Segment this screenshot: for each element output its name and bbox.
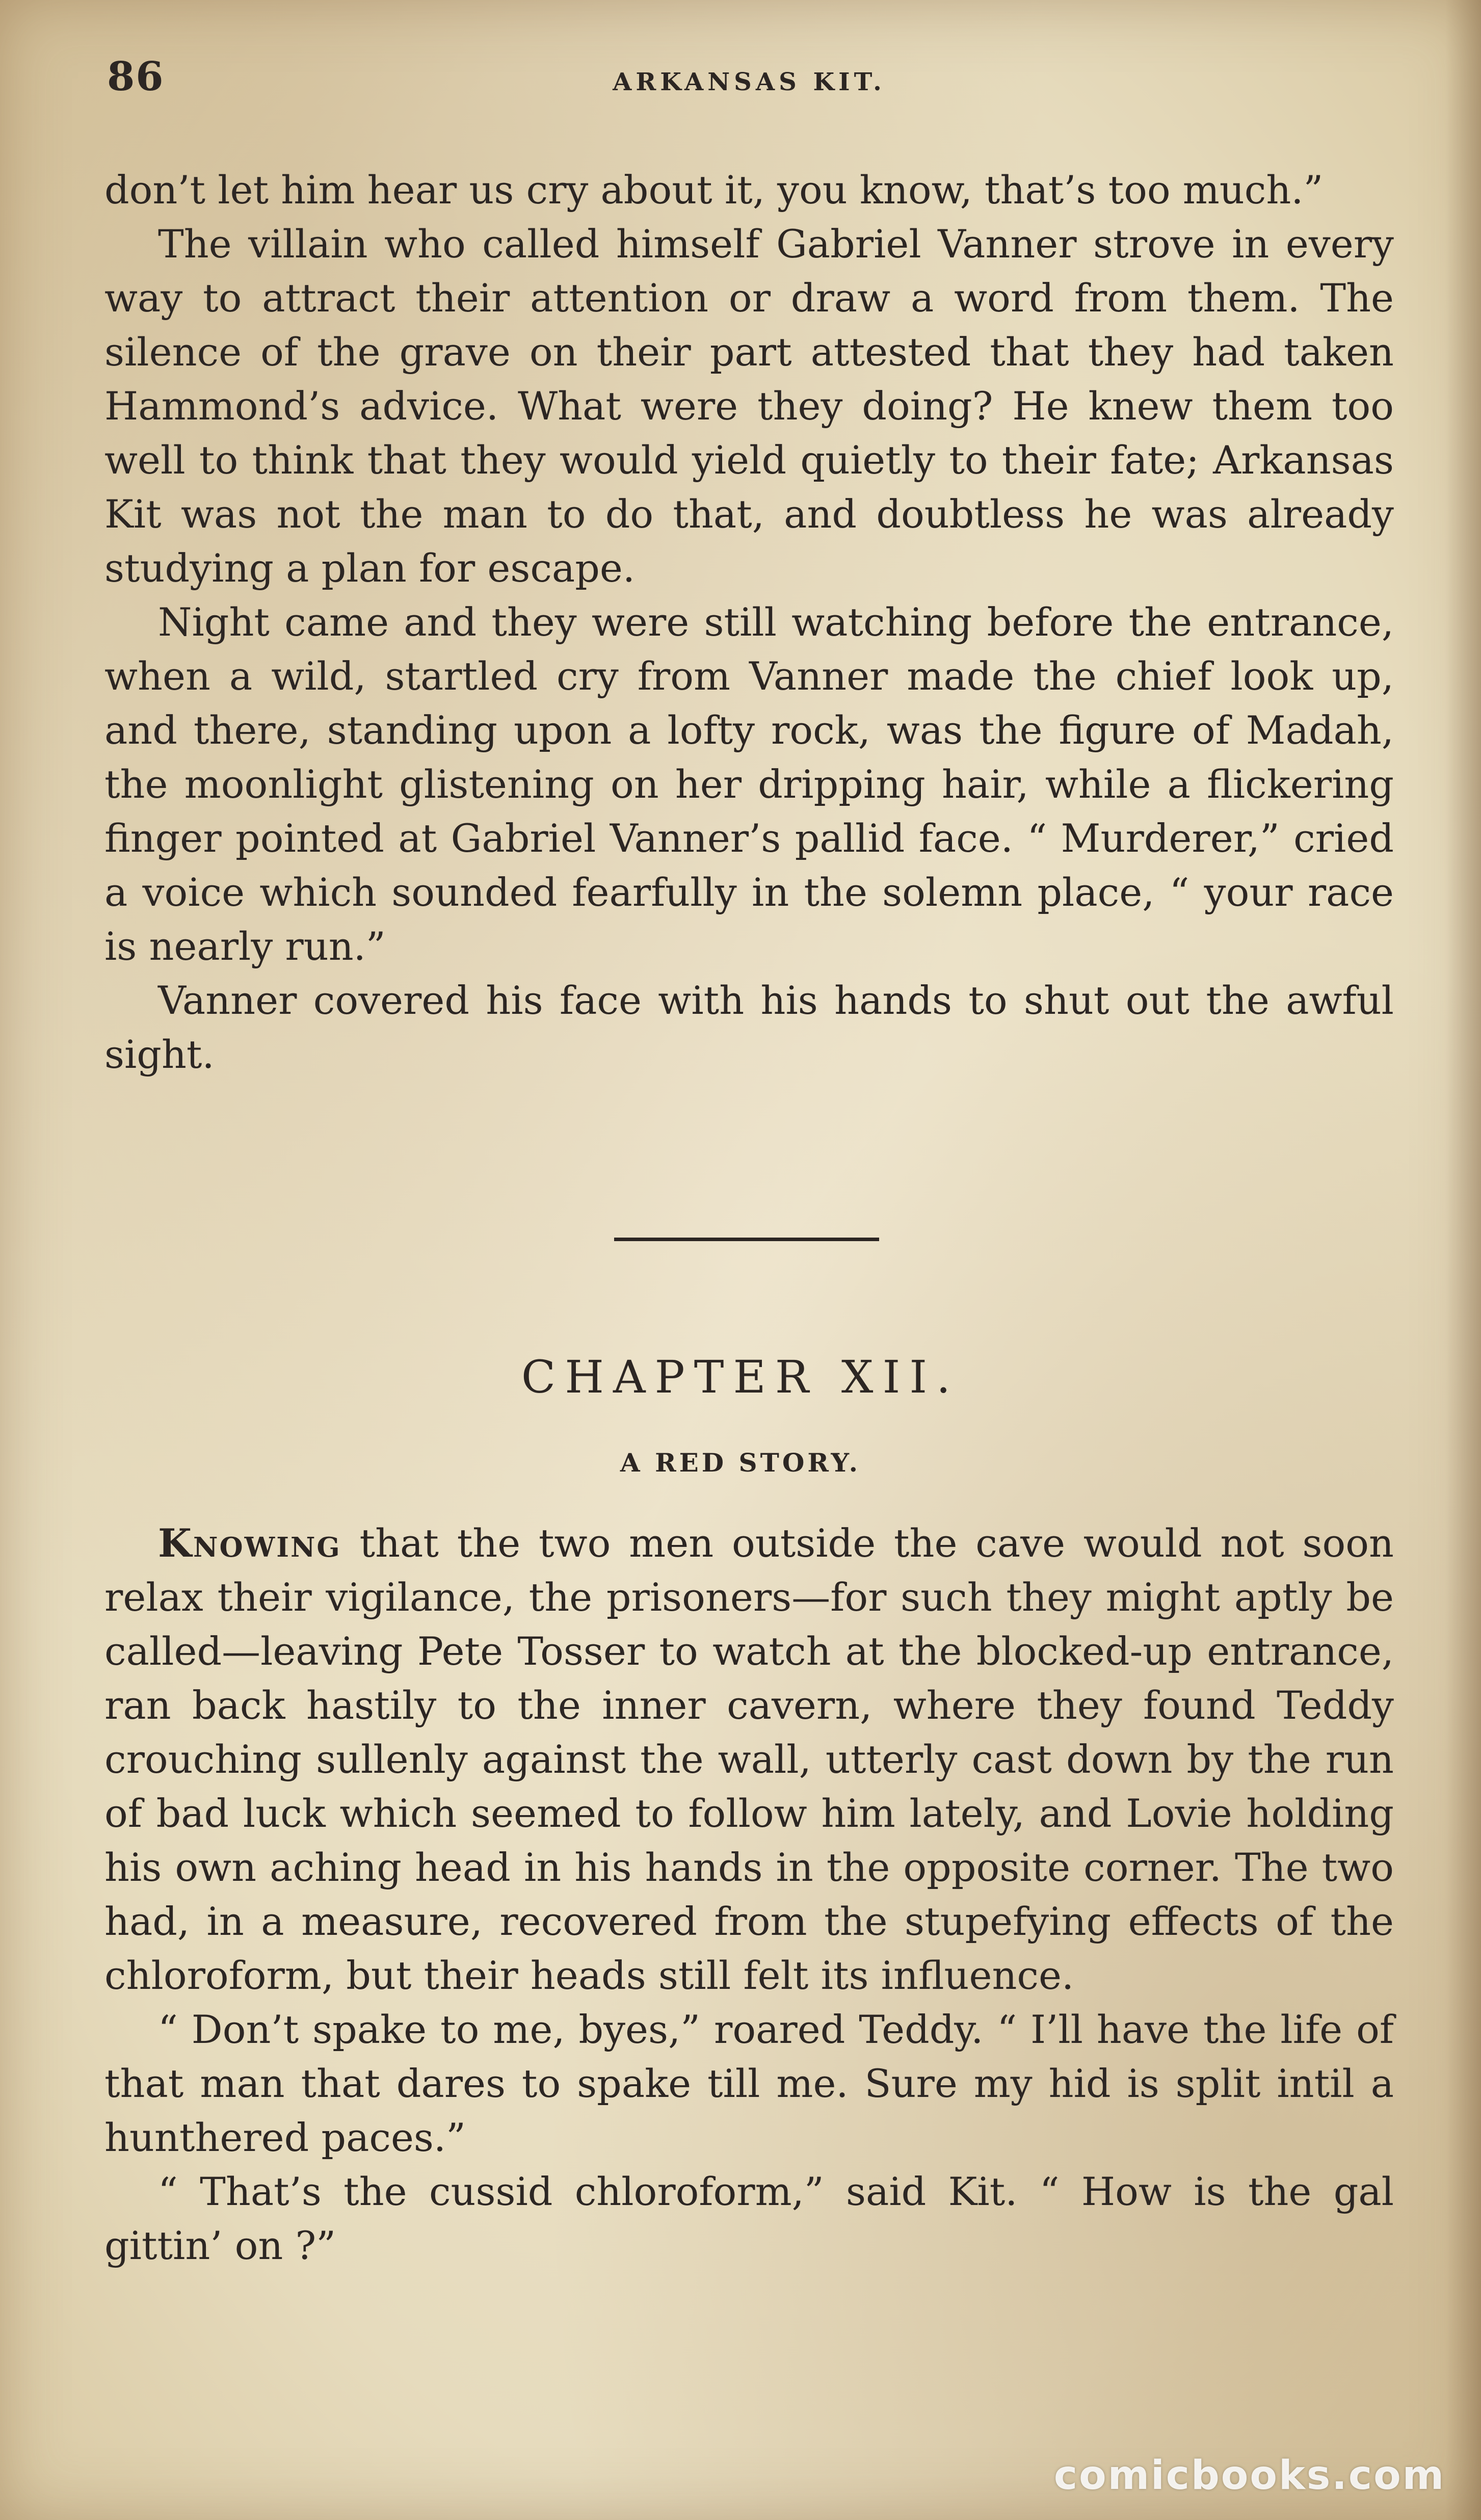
chapter-paragraph-1 — [104, 1516, 1394, 2003]
body-text — [104, 163, 1394, 1082]
watermark: comicbooks.com — [1053, 2453, 1445, 2499]
chapter-title: CHAPTER XII. — [521, 1351, 960, 1403]
paragraph-2: The villain who called himself Gabriel Vanner strove in every way to attract their attention or draw a word from them. The silence of the grave on their part attested that they had taken Hammond’s advice. What were they doing? He knew them too well to think that they would yield quietly to their fate; Arkansas Kit was not the man to do that, and doubtless he was already studying a plan for escape. — [104, 221, 1394, 591]
running-head: ARKANSAS KIT. — [613, 68, 886, 96]
chapter-paragraph-3: “ That’s the cussid chloroform,” said Kit. “ How is the gal gittin’ on ?” — [104, 2169, 1394, 2268]
section-divider-rule — [614, 1238, 879, 1241]
chapter-subtitle: A RED STORY. — [620, 1448, 861, 1478]
page-number: 86 — [107, 54, 165, 100]
paragraph-4: Vanner covered his face with his hands to shut out the awful sight. — [104, 978, 1394, 1077]
paragraph-3: Night came and they were still watching before the entrance, when a wild, startled cry from Vanner made the chief look up, and there, standing upon a lofty rock, was the figure of Madah, the moonlight glistening on her dripping hair, while a flickering finger pointed at Gabriel Vanner’s pallid face. “ Murderer,” cried a voice which sounded fearfully in the solemn place, “ your race is nearly run.” — [104, 599, 1394, 969]
page-edge-shadow — [1445, 0, 1481, 2520]
chapter-paragraph-2: “ Don’t spake to me, byes,” roared Teddy. “ I’ll have the life of that man that dares to spake till me. Sure my hid is split intil a hunthered paces.” — [104, 2007, 1394, 2160]
paragraph-1: don’t let him hear us cry about it, you know, that’s too much.” — [104, 167, 1324, 213]
chapter-paragraph-1-body: that the two men outside the cave would not soon relax their vigilance, the prisoners—for such they might aptly be called—leaving Pete Tosser to watch at the blocked-up entrance, ran back hastily to the inner cavern, where they found Teddy crouching sullenly against the wall, utterly cast down by the run of bad luck which seemed to follow him lately, and Lovie holding his own aching head in his hands in the opposite corner. The two had, in a measure, recovered from the stupefying effects of the chloroform, but their heads still felt its influence. — [104, 1520, 1394, 1998]
chapter-lead-word: Knowing — [158, 1520, 341, 1566]
page-header — [107, 54, 1391, 110]
chapter-text — [104, 1516, 1394, 2273]
